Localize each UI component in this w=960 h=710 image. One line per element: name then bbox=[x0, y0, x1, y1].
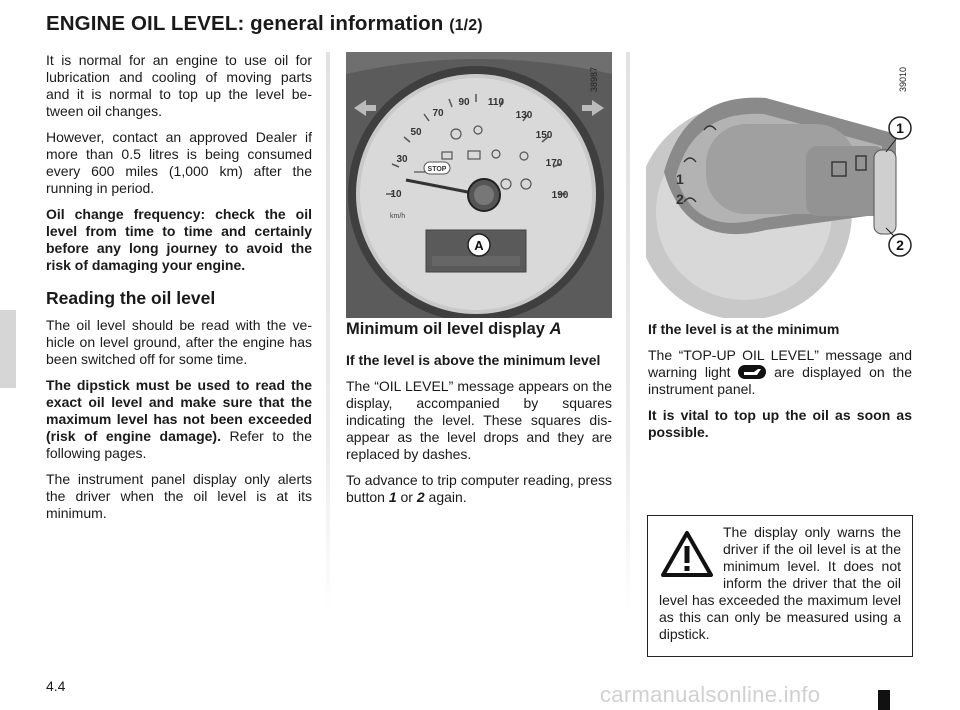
dipstick-paragraph bbox=[46, 377, 312, 462]
figure-number-2: 39010 bbox=[898, 66, 908, 92]
heading-letter: A bbox=[549, 320, 562, 338]
top-up-text-a: The “TOP-UP OIL LEVEL” message and warning light bbox=[648, 347, 912, 380]
title-sub: (1/2) bbox=[449, 17, 483, 34]
trip-text-or: or bbox=[396, 489, 417, 505]
stop-label: STOP bbox=[427, 166, 447, 173]
speed-label-10: 10 bbox=[390, 189, 402, 200]
speed-label-110: 110 bbox=[487, 97, 505, 108]
warning-text: The display only warns the driver if the oil level is at the minimum level. It does not inform the driver that the oil level has exceeded the maximum level as this can only be measured using a dipstick. bbox=[659, 524, 901, 642]
dipstick-refer-text: Refer to the following pages. bbox=[46, 428, 312, 461]
oil-warning-light-icon bbox=[738, 365, 766, 379]
dipstick-bold-text: The dipstick must be used to read the exact oil level and make sure that the maximum level has not been exceeded (risk of engine damage). bbox=[46, 377, 312, 444]
column-divider-2 bbox=[626, 52, 630, 612]
speed-label-90: 90 bbox=[458, 97, 470, 108]
level-ground-paragraph: The oil level should be read with the ve-hicle on level ground, after the engine has been switched off for some time. bbox=[46, 317, 312, 367]
intro-paragraph: It is normal for an engine to use oil for lubrication and cooling of moving parts and it is normal to top up the level be-tween oil changes. bbox=[46, 52, 312, 119]
callout-2: 2 bbox=[896, 237, 904, 253]
page-number: 4.4 bbox=[46, 678, 66, 694]
chapter-tab bbox=[0, 310, 16, 388]
at-minimum-subheading: If the level is at the minimum bbox=[648, 321, 840, 337]
warning-triangle-icon bbox=[661, 530, 713, 578]
speed-label-70: 70 bbox=[432, 108, 444, 119]
button-1-ref: 1 bbox=[388, 489, 397, 505]
top-up-vital-paragraph: It is vital to top up the oil as soon as possible. bbox=[648, 407, 912, 440]
speed-label-170: 170 bbox=[545, 158, 563, 169]
heading-text: Minimum oil level display bbox=[346, 320, 550, 338]
display-alert-paragraph: The instrument panel display only alerts the driver when the oil level is at its minimum. bbox=[46, 471, 312, 521]
callout-a: A bbox=[474, 238, 484, 253]
trip-computer-paragraph bbox=[346, 472, 612, 506]
speed-label-150: 150 bbox=[535, 130, 553, 141]
top-up-message-paragraph bbox=[648, 347, 912, 398]
title-main: ENGINE OIL LEVEL: general information bbox=[46, 12, 450, 35]
figure-number-1: 38987 bbox=[589, 66, 599, 92]
svg-text:1: 1 bbox=[676, 171, 684, 187]
column-right bbox=[648, 321, 912, 450]
stalk-control-figure bbox=[646, 52, 912, 318]
speed-label-30: 30 bbox=[396, 154, 408, 165]
speed-label-190: 190 bbox=[551, 190, 569, 201]
corner-mark bbox=[878, 690, 890, 710]
stalk-control-illustration bbox=[646, 52, 912, 318]
above-minimum-subheading: If the level is above the minimum level bbox=[346, 352, 601, 368]
instrument-panel-figure bbox=[346, 52, 612, 318]
dealer-paragraph: However, contact an approved Dealer if more than 0.5 litres is being consumed every 600 miles (1,000 km) after the running in period. bbox=[46, 129, 312, 196]
watermark: carmanualsonline.info bbox=[600, 682, 821, 707]
column-divider-1 bbox=[326, 52, 330, 612]
trip-text-a: To advance to trip computer reading, press button bbox=[346, 472, 612, 505]
oil-change-frequency-paragraph: Oil change frequency: check the oil level from time to time and certainly before any long journey to avoid the risk of damaging your engine. bbox=[46, 206, 312, 273]
column-left bbox=[46, 52, 312, 531]
page-title bbox=[46, 12, 483, 36]
warning-box bbox=[647, 515, 913, 657]
minimum-oil-display-heading bbox=[346, 321, 612, 338]
column-middle bbox=[346, 321, 612, 515]
speed-unit: km/h bbox=[390, 213, 406, 220]
button-2-ref: 2 bbox=[416, 489, 425, 505]
trip-text-end: again. bbox=[424, 489, 467, 505]
instrument-panel-illustration bbox=[346, 52, 612, 318]
reading-oil-level-heading: Reading the oil level bbox=[46, 288, 216, 308]
speed-label-130: 130 bbox=[515, 110, 533, 121]
callout-1: 1 bbox=[896, 120, 904, 136]
speed-label-50: 50 bbox=[410, 127, 422, 138]
oil-level-message-paragraph: The “OIL LEVEL” message appears on the display, accompanied by squares indicating the level. These squares dis-appear as the level drops and they are replaced by dashes. bbox=[346, 378, 612, 462]
svg-text:2: 2 bbox=[676, 191, 684, 207]
top-up-text-b: are displayed on the instrument panel. bbox=[648, 364, 912, 397]
